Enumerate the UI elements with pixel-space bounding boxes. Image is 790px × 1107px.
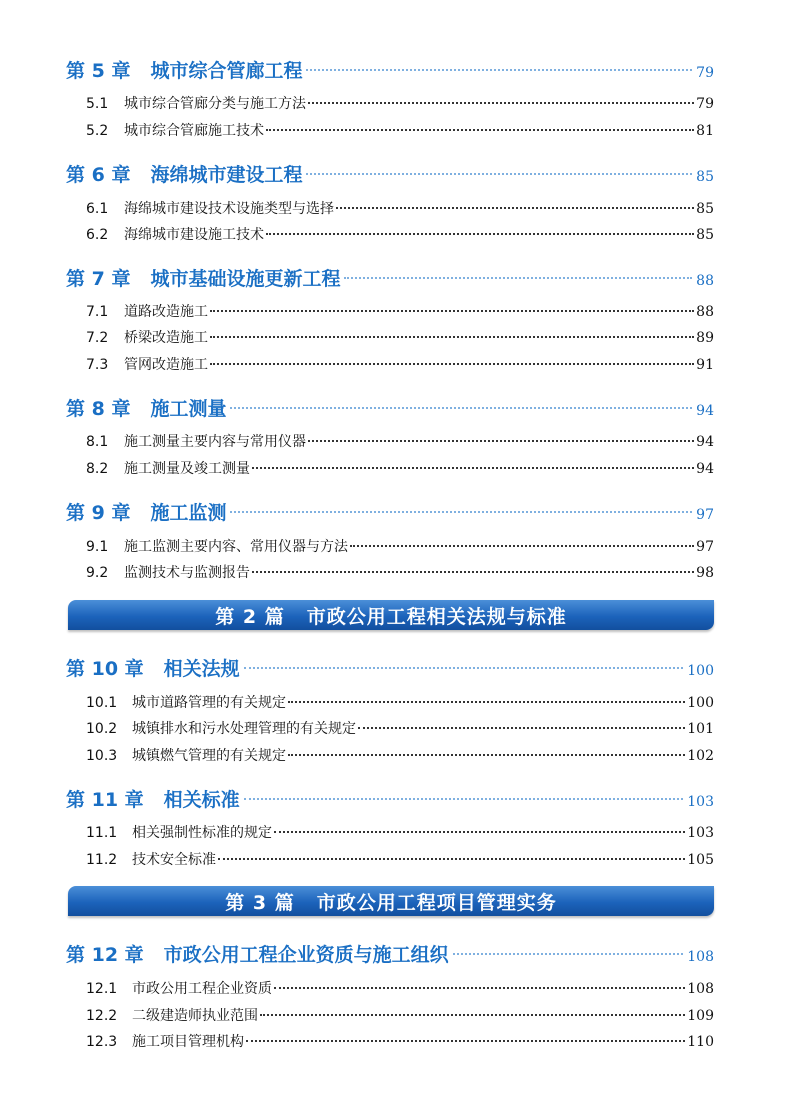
dot-leader	[266, 129, 694, 131]
page-number: 88	[696, 304, 714, 320]
dot-leader	[308, 102, 694, 104]
section-7-2[interactable]	[86, 327, 714, 347]
page-number: 105	[687, 852, 714, 868]
section-title: 相关强制性标准的规定	[132, 825, 272, 841]
section-number: 10.1	[86, 695, 118, 711]
chapter-title: 市政公用工程企业资质与施工组织	[163, 944, 449, 966]
dot-leader	[336, 207, 694, 209]
section-number: 6.2	[86, 227, 109, 243]
section-number: 7.1	[86, 304, 109, 320]
page-number: 110	[687, 1034, 714, 1050]
page-number: 101	[687, 721, 714, 737]
section-9-1[interactable]	[86, 536, 714, 556]
dot-leader	[244, 667, 684, 669]
section-title: 城镇燃气管理的有关规定	[132, 748, 286, 764]
dot-leader	[218, 858, 685, 860]
section-12-1[interactable]	[86, 978, 714, 998]
section-title: 城市综合管廊施工技术	[124, 123, 264, 139]
dot-leader	[244, 798, 684, 800]
page-number: 94	[696, 403, 714, 419]
section-number: 10.2	[86, 721, 118, 737]
section-number: 7.3	[86, 357, 109, 373]
dot-leader	[252, 571, 694, 573]
section-11-2[interactable]	[86, 849, 714, 869]
chapter-8-heading[interactable]	[66, 394, 714, 421]
section-number: 10.3	[86, 748, 118, 764]
section-10-2[interactable]	[86, 718, 714, 738]
page-number: 108	[687, 949, 714, 965]
chapter-5-heading[interactable]	[66, 56, 714, 83]
chapter-11-heading[interactable]	[66, 785, 714, 812]
section-title: 施工测量主要内容与常用仪器	[124, 434, 306, 450]
part-number: 第 2 篇	[215, 605, 285, 628]
dot-leader	[274, 987, 685, 989]
dot-leader	[230, 511, 692, 513]
section-number: 6.1	[86, 201, 109, 217]
part-3-banner[interactable]	[68, 886, 714, 916]
page-number: 85	[696, 201, 714, 217]
section-number: 9.2	[86, 565, 109, 581]
section-number: 9.1	[86, 539, 109, 555]
section-number: 11.2	[86, 852, 118, 868]
dot-leader	[252, 467, 694, 469]
part-title: 市政公用工程相关法规与标准	[306, 605, 567, 628]
section-8-1[interactable]	[86, 431, 714, 451]
section-8-2[interactable]	[86, 458, 714, 478]
part-number: 第 3 篇	[225, 891, 295, 914]
section-title: 管网改造施工	[124, 357, 208, 373]
section-title: 海绵城市建设技术设施类型与选择	[124, 201, 334, 217]
chapter-title: 相关法规	[163, 658, 240, 680]
section-12-2[interactable]	[86, 1005, 714, 1025]
page-number: 97	[696, 539, 714, 555]
section-7-1[interactable]	[86, 301, 714, 321]
page-number: 79	[696, 65, 714, 81]
dot-leader	[210, 363, 694, 365]
dot-leader	[308, 440, 694, 442]
chapter-title: 城市综合管廊工程	[150, 60, 303, 82]
page-number: 98	[696, 565, 714, 581]
chapter-12-heading[interactable]	[66, 940, 714, 967]
page-number: 100	[687, 663, 714, 679]
section-title: 施工监测主要内容、常用仪器与方法	[124, 539, 348, 555]
section-12-3[interactable]	[86, 1031, 714, 1051]
chapter-9-heading[interactable]	[66, 498, 714, 525]
dot-leader	[260, 1014, 685, 1016]
dot-leader	[266, 233, 694, 235]
section-title: 道路改造施工	[124, 304, 208, 320]
dot-leader	[274, 831, 685, 833]
dot-leader	[350, 545, 694, 547]
section-title: 监测技术与监测报告	[124, 565, 250, 581]
section-5-1[interactable]	[86, 93, 714, 113]
section-title: 城市综合管廊分类与施工方法	[124, 96, 306, 112]
section-11-1[interactable]	[86, 822, 714, 842]
dot-leader	[306, 173, 692, 175]
page-number: 103	[687, 825, 714, 841]
section-number: 8.1	[86, 434, 109, 450]
page-number: 94	[696, 461, 714, 477]
section-title: 技术安全标准	[132, 852, 216, 868]
section-6-1[interactable]	[86, 198, 714, 218]
section-10-1[interactable]	[86, 692, 714, 712]
dot-leader	[288, 701, 685, 703]
section-number: 11.1	[86, 825, 118, 841]
chapter-number: 第 10 章	[66, 658, 144, 680]
section-title: 桥梁改造施工	[124, 330, 208, 346]
chapter-6-heading[interactable]	[66, 160, 714, 187]
page-number: 89	[696, 330, 714, 346]
chapter-number: 第 8 章	[66, 398, 131, 420]
section-number: 12.3	[86, 1034, 118, 1050]
part-title: 市政公用工程项目管理实务	[316, 891, 557, 914]
section-title: 施工项目管理机构	[132, 1034, 244, 1050]
dot-leader	[453, 953, 684, 955]
dot-leader	[344, 277, 692, 279]
page-number: 94	[696, 434, 714, 450]
section-number: 5.1	[86, 96, 109, 112]
dot-leader	[210, 336, 694, 338]
section-number: 5.2	[86, 123, 109, 139]
dot-leader	[306, 69, 692, 71]
section-7-3[interactable]	[86, 354, 714, 374]
chapter-number: 第 6 章	[66, 164, 131, 186]
section-6-2[interactable]	[86, 224, 714, 244]
chapter-title: 施工监测	[150, 502, 227, 524]
chapter-title: 城市基础设施更新工程	[150, 268, 341, 290]
section-title: 市政公用工程企业资质	[132, 981, 272, 997]
page-number: 85	[696, 169, 714, 185]
dot-leader	[288, 754, 685, 756]
part-2-banner[interactable]	[68, 600, 714, 630]
section-title: 城镇排水和污水处理管理的有关规定	[132, 721, 356, 737]
page-number: 103	[687, 794, 714, 810]
section-number: 12.1	[86, 981, 118, 997]
section-9-2[interactable]	[86, 562, 714, 582]
chapter-7-heading[interactable]	[66, 264, 714, 291]
dot-leader	[210, 310, 694, 312]
page-number: 79	[696, 96, 714, 112]
chapter-title: 相关标准	[163, 789, 240, 811]
section-10-3[interactable]	[86, 745, 714, 765]
page-number: 88	[696, 273, 714, 289]
page-number: 81	[696, 123, 714, 139]
chapter-number: 第 7 章	[66, 268, 131, 290]
chapter-number: 第 12 章	[66, 944, 144, 966]
chapter-title: 施工测量	[150, 398, 227, 420]
dot-leader	[246, 1040, 685, 1042]
page-number: 97	[696, 507, 714, 523]
section-title: 海绵城市建设施工技术	[124, 227, 264, 243]
dot-leader	[358, 727, 685, 729]
section-number: 12.2	[86, 1008, 118, 1024]
section-title: 城市道路管理的有关规定	[132, 695, 286, 711]
page-number: 109	[687, 1008, 714, 1024]
section-title: 施工测量及竣工测量	[124, 461, 250, 477]
section-number: 8.2	[86, 461, 109, 477]
page-number: 85	[696, 227, 714, 243]
section-number: 7.2	[86, 330, 109, 346]
page-number: 91	[696, 357, 714, 373]
chapter-title: 海绵城市建设工程	[150, 164, 303, 186]
page-number: 100	[687, 695, 714, 711]
page-number: 102	[687, 748, 714, 764]
section-5-2[interactable]	[86, 120, 714, 140]
page-number: 108	[687, 981, 714, 997]
chapter-10-heading[interactable]	[66, 654, 714, 681]
chapter-number: 第 9 章	[66, 502, 131, 524]
chapter-number: 第 5 章	[66, 60, 131, 82]
section-title: 二级建造师执业范围	[132, 1008, 258, 1024]
dot-leader	[230, 407, 692, 409]
chapter-number: 第 11 章	[66, 789, 144, 811]
